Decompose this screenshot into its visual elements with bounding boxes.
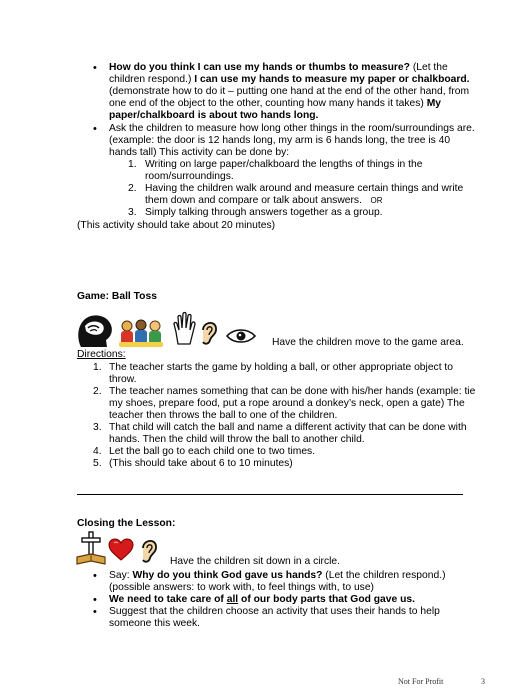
paragraph-line: Suggest that the children choose an activity that uses their hands to help <box>109 606 440 617</box>
list-item-line: my shoes, prepare food, put a rope around a donkey’s neck, open a gate) The <box>109 398 465 409</box>
page-number: 3 <box>481 677 485 686</box>
paragraph-line: (example: the door is 12 hands long, my arm is 6 hands long, the tree is 40 <box>109 135 451 146</box>
list-item-line: The teacher starts the game by holding a ball, or other appropriate object to <box>109 362 454 373</box>
question-text: How do you think I can use my hands or thumbs to measure? <box>109 62 410 73</box>
list-item-line: That child will catch the ball and name a different activity that can be done with <box>109 422 467 433</box>
paragraph-line <box>109 98 441 110</box>
paragraph-line <box>109 110 318 122</box>
paragraph-line <box>109 62 448 74</box>
list-number: 1. <box>128 159 137 170</box>
list-item-line: Having the children walk around and measure certain things and write <box>145 183 464 194</box>
paragraph-line: (demonstrate how to do it – putting one hand at the end of the other hand, from <box>109 86 470 97</box>
answer-text: I can use my hands to measure my paper or chalkboard. <box>194 74 470 85</box>
ear-icon <box>199 318 219 346</box>
head-icon <box>75 313 115 349</box>
bullet <box>93 123 101 136</box>
eye-icon <box>226 329 256 343</box>
emphasis-text: all <box>226 594 239 605</box>
note-text: (Let the children respond.) <box>325 570 446 581</box>
list-number: 1. <box>93 362 102 373</box>
say-label: Say: <box>109 570 130 581</box>
note-text: (Let the <box>412 62 448 73</box>
list-number: 2. <box>93 386 102 397</box>
list-item-line: throw. <box>109 374 137 385</box>
list-number: 4. <box>93 446 102 457</box>
text: of our body parts that God gave us. <box>241 594 415 605</box>
list-item-line: The teacher names something that can be done with his/her hands (example: tie <box>109 386 476 397</box>
list-number: 2. <box>128 183 137 194</box>
instruction-text: Have the children sit down in a circle. <box>170 556 340 567</box>
directions-label: Directions: <box>77 349 126 360</box>
note-text: children respond.) <box>109 74 192 85</box>
list-item-line: room/surroundings. <box>145 171 234 182</box>
text: We need to take care of <box>109 594 224 605</box>
paragraph-line: Ask the children to measure how long other things in the room/surroundings are. <box>109 123 475 134</box>
ear-icon <box>139 536 159 564</box>
answer-text: paper/chalkboard is about two hands long. <box>109 110 319 121</box>
list-number: 5. <box>93 458 102 469</box>
answer-text: My <box>426 98 442 109</box>
or-label: OR <box>370 196 383 205</box>
paragraph-line <box>109 74 470 86</box>
section-heading: Game: Ball Toss <box>77 291 157 302</box>
list-item-line: teacher then throws the ball to one of the children. <box>109 410 338 421</box>
list-item-line: (This should take about 6 to 10 minutes) <box>109 458 293 469</box>
time-note: (This activity should take about 20 minutes) <box>77 220 276 231</box>
list-item-line <box>145 195 383 207</box>
paragraph-line: someone this week. <box>109 618 201 629</box>
text: them down and compare or talk about answers. <box>145 195 362 206</box>
section-heading: Closing the Lesson: <box>77 518 176 529</box>
list-number: 3. <box>93 422 102 433</box>
children-group-icon <box>118 318 164 348</box>
bible-cross-icon <box>76 531 106 567</box>
list-item-line: Let the ball go to each child one to two times. <box>109 446 316 457</box>
section-divider <box>77 494 463 495</box>
question-text: Why do you think God gave us hands? <box>132 570 323 581</box>
instruction-text: Have the children move to the game area. <box>272 337 464 348</box>
paragraph-line: hands tall) This activity can be done by: <box>109 147 290 158</box>
list-number: 3. <box>128 207 137 218</box>
bullet <box>93 570 101 583</box>
footer-text: Not For Profit <box>398 677 444 686</box>
heart-icon <box>108 538 134 562</box>
hand-icon <box>172 312 196 346</box>
list-item-line: hands. Then the child will throw the ball to another child. <box>109 434 365 445</box>
bullet <box>93 62 101 75</box>
list-item-line: Simply talking through answers together as a group. <box>145 207 383 218</box>
paragraph-line: (possible answers: to work with, to feel things with, to use) <box>109 582 374 593</box>
bullet <box>93 606 101 619</box>
text: one end of the object to the other, counting how many hands it takes) <box>109 98 424 109</box>
paragraph-line <box>109 570 446 582</box>
paragraph-line <box>109 594 415 606</box>
list-item-line: Writing on large paper/chalkboard the lengths of things in the <box>145 159 423 170</box>
